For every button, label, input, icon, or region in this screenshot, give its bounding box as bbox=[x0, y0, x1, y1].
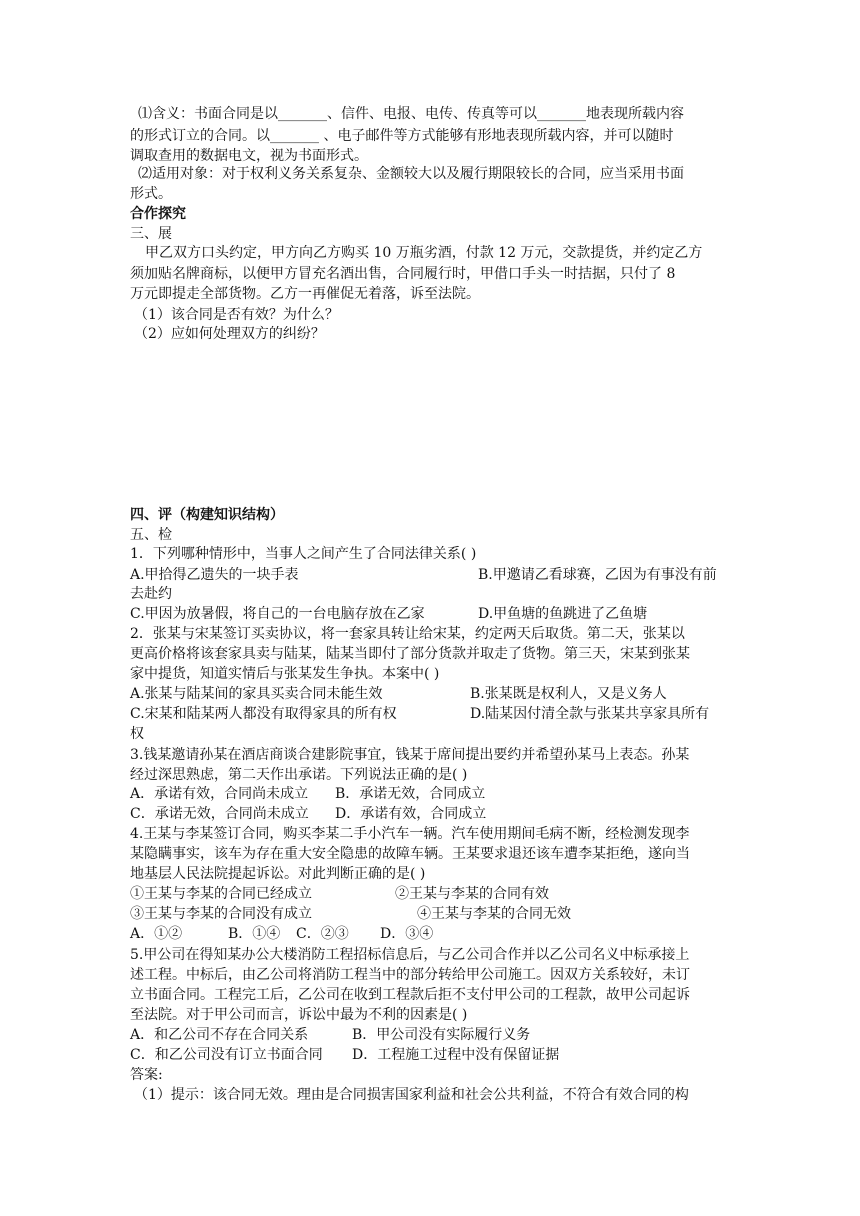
case-line-2: 须加贴名牌商标，以便甲方冒充名酒出售，合同履行时，甲借口手头一时拮据，只付了 8 bbox=[130, 266, 676, 282]
q4-statement-2: ②王某与李某的合同有效 bbox=[395, 886, 549, 902]
q3-option-d: D．承诺有效，合同成立 bbox=[335, 806, 487, 822]
q4-option-b: B．①④ bbox=[228, 926, 281, 942]
q4-statement-3: ③王某与李某的合同没有成立 bbox=[130, 906, 312, 922]
q2-option-b: B.张某既是权利人，又是义务人 bbox=[470, 686, 667, 702]
q2-line-2: 更高价格将该套家具卖与陆某，陆某当即付了部分货款并取走了货物。第三天，宋某到张某 bbox=[130, 646, 690, 662]
case-line-1: 甲乙双方口头约定，甲方向乙方购买 10 万瓶劣酒，付款 12 万元，交款提货，并约定乙方 bbox=[145, 245, 703, 261]
q4-line-1: 4.王某与李某签订合同，购买李某二手小汽车一辆。汽车使用期间毛病不断，经检测发现李 bbox=[130, 826, 690, 842]
q3-option-a: A．承诺有效，合同尚未成立 bbox=[130, 786, 309, 802]
q3-option-b: B．承诺无效，合同成立 bbox=[335, 786, 486, 802]
q5-line-2: 述工程。中标后，由乙公司将消防工程当中的部分转给甲公司施工。因双方关系较好，未订 bbox=[130, 967, 690, 983]
section-3-heading: 三、展 bbox=[130, 226, 172, 242]
q1-option-c: C.甲因为放暑假，将自己的一台电脑存放在乙家 bbox=[130, 606, 425, 622]
q3-line-2: 经过深思熟虑，第二天作出承诺。下列说法正确的是( ) bbox=[130, 767, 468, 783]
q2-line-3: 家中提货，知道实情后与张某发生争执。本案中( ) bbox=[130, 666, 440, 682]
q4-option-d: D．③④ bbox=[380, 926, 434, 942]
q5-option-d: D．工程施工过程中没有保留证据 bbox=[352, 1047, 560, 1063]
q5-option-b: B．甲公司没有实际履行义务 bbox=[352, 1027, 531, 1043]
section-5-heading: 五、检 bbox=[130, 527, 172, 543]
scope-line-2: 形式。 bbox=[130, 186, 172, 202]
q2-option-a: A.张某与陆某间的家具买卖合同未能生效 bbox=[130, 686, 383, 702]
q5-line-1: 5.甲公司在得知某办公大楼消防工程招标信息后，与乙公司合作并以乙公司名义中标承接上 bbox=[130, 947, 690, 963]
q2-option-d-cont: 权 bbox=[130, 726, 144, 742]
q4-statement-1: ①王某与李某的合同已经成立 bbox=[130, 886, 312, 902]
q1-option-b: B.甲邀请乙看球赛，乙因为有事没有前 bbox=[478, 567, 717, 583]
answer-heading: 答案: bbox=[130, 1067, 163, 1083]
q5-line-3: 立书面合同。工程完工后，乙公司在收到工程款后拒不支付甲公司的工程款，故甲公司起诉 bbox=[130, 987, 690, 1003]
q5-option-a: A．和乙公司不存在合同关系 bbox=[130, 1027, 309, 1043]
q1-option-d: D.甲鱼塘的鱼跳进了乙鱼塘 bbox=[478, 606, 648, 622]
q4-option-a: A．①② bbox=[130, 926, 183, 942]
case-question-2: （2）应如何处理双方的纠纷？ bbox=[134, 326, 325, 342]
meaning-line-3: 调取查用的数据电文，视为书面形式。 bbox=[130, 148, 368, 164]
q5-line-4: 至法院。对于甲公司而言，诉讼中最为不利的因素是( ) bbox=[130, 1007, 468, 1023]
q1-stem: 1．下列哪种情形中，当事人之间产生了合同法律关系( ) bbox=[130, 546, 477, 562]
coop-heading: 合作探究 bbox=[130, 206, 186, 222]
q3-line-1: 3.钱某邀请孙某在酒店商谈合建影院事宜，钱某于席间提出要约并希望孙某马上表态。孙某 bbox=[130, 747, 690, 763]
q1-option-b-cont: 去赴约 bbox=[130, 586, 172, 602]
q2-line-1: 2．张某与宋某签订买卖协议，将一套家具转让给宋某，约定两天后取货。第二天，张某以 bbox=[130, 626, 685, 642]
meaning-line-1: ⑴含义：书面合同是以_______、信件、电报、电传、传真等可以_______地表现所载内容 bbox=[138, 106, 684, 122]
q3-option-c: C．承诺无效，合同尚未成立 bbox=[130, 806, 309, 822]
q4-statement-4: ④王某与李某的合同无效 bbox=[417, 906, 571, 922]
q2-option-c: C.宋某和陆某两人都没有取得家具的所有权 bbox=[130, 706, 397, 722]
case-question-1: （1）该合同是否有效？为什么？ bbox=[134, 307, 339, 323]
case-line-3: 万元即提走全部货物。乙方一再催促无着落，诉至法院。 bbox=[130, 286, 480, 302]
q4-option-c: C．②③ bbox=[296, 926, 349, 942]
q1-option-a: A.甲拾得乙遗失的一块手表 bbox=[130, 567, 299, 583]
q4-line-3: 地基层人民法院提起诉讼。对此判断正确的是( ) bbox=[130, 866, 426, 882]
answer-line-1: （1）提示：该合同无效。理由是合同损害国家利益和社会公共利益，不符合有效合同的构 bbox=[134, 1087, 689, 1103]
q4-line-2: 某隐瞒事实，该车为存在重大安全隐患的故障车辆。王某要求退还该车遭李某拒绝，遂向当 bbox=[130, 846, 690, 862]
section-4-heading: 四、评（构建知识结构） bbox=[130, 507, 284, 523]
q2-option-d: D.陆某因付清全款与张某共享家具所有 bbox=[470, 706, 710, 722]
scope-line-1: ⑵适用对象：对于权利义务关系复杂、金额较大以及履行期限较长的合同，应当采用书面 bbox=[138, 166, 684, 182]
q5-option-c: C．和乙公司没有订立书面合同 bbox=[130, 1047, 323, 1063]
meaning-line-2: 的形式订立的合同。以_______ 、电子邮件等方式能够有形地表现所载内容，并可以随时 bbox=[130, 128, 674, 144]
